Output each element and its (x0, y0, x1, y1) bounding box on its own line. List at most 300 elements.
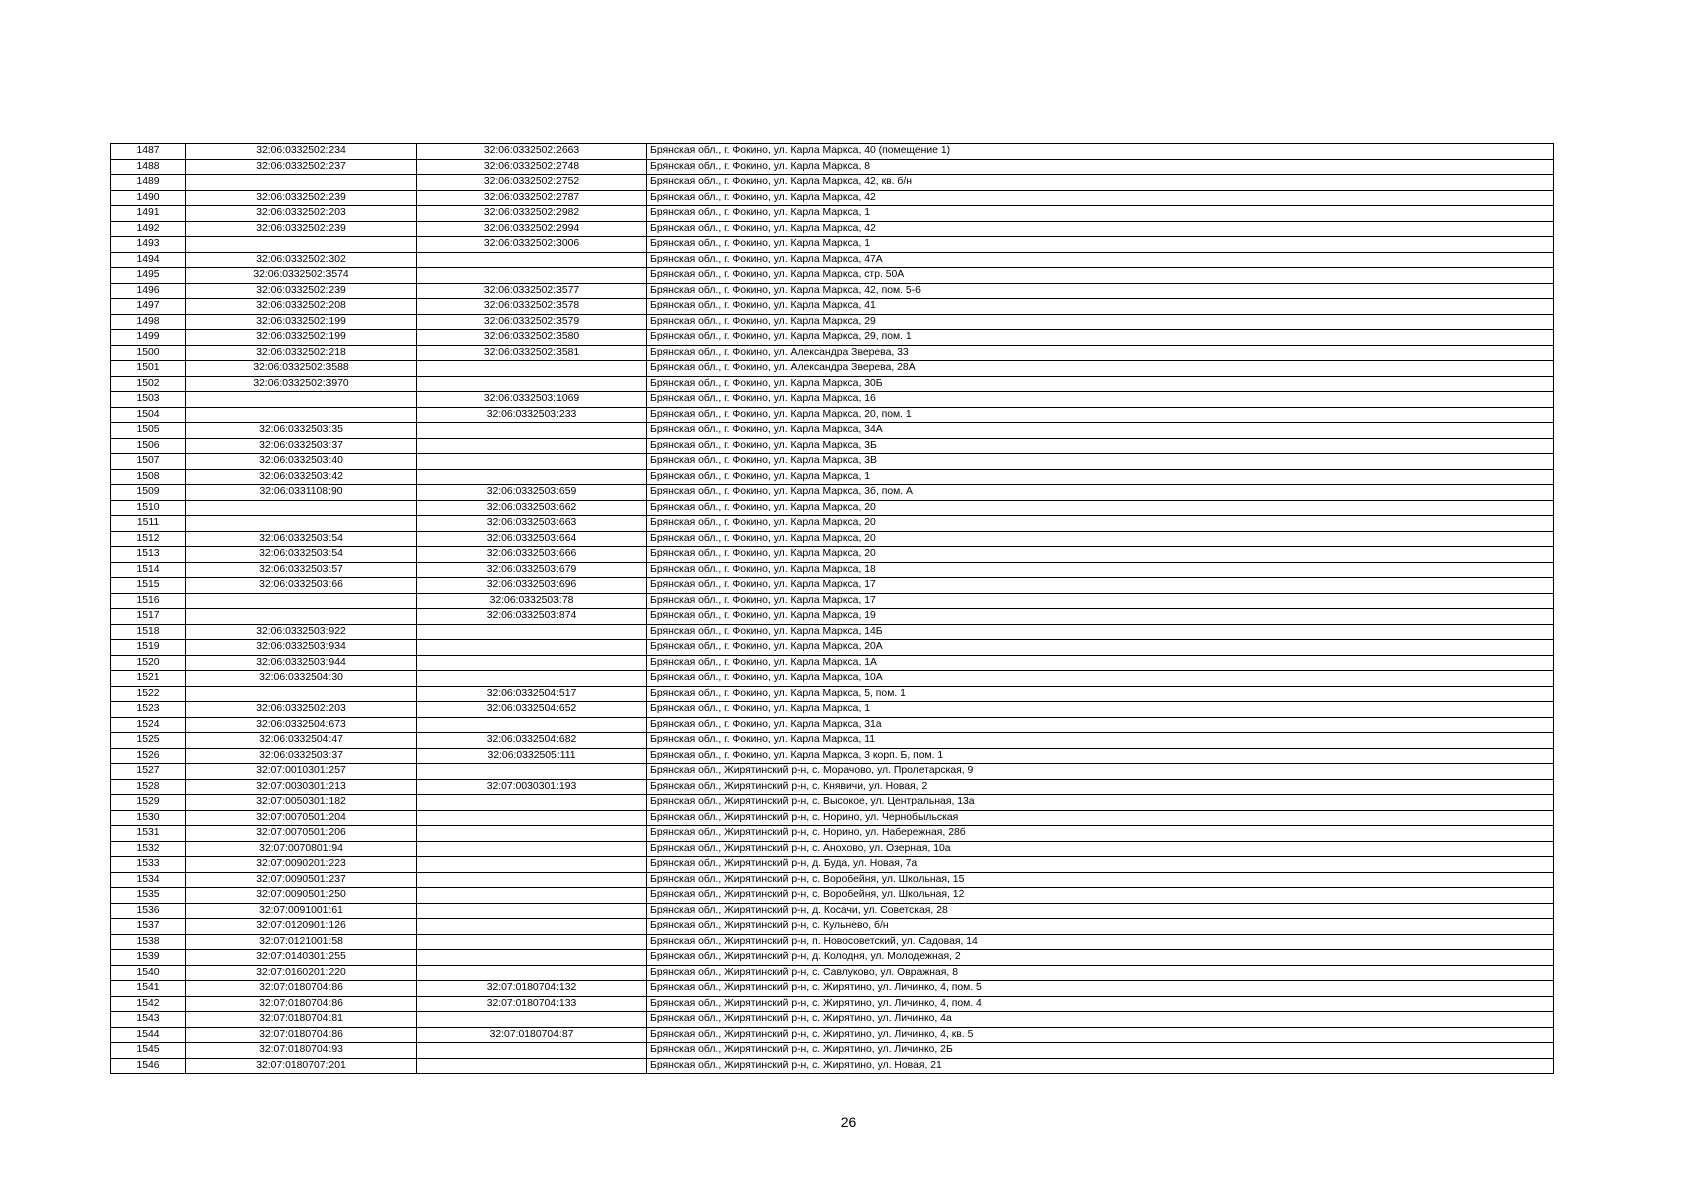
row-number-cell: 1505 (111, 423, 186, 439)
row-number-cell: 1540 (111, 965, 186, 981)
building-cadastral-number-cell: 32:07:0180704:133 (417, 996, 647, 1012)
land-cadastral-number-cell: 32:06:0332502:3970 (186, 376, 417, 392)
building-cadastral-number-cell (417, 423, 647, 439)
row-number-cell: 1496 (111, 283, 186, 299)
building-cadastral-number-cell (417, 1058, 647, 1074)
address-cell: Брянская обл., Жирятинский р-н, с. Норино, ул. Набережная, 28б (647, 826, 1554, 842)
table-row (111, 702, 1554, 718)
row-number-cell: 1530 (111, 810, 186, 826)
address-cell: Брянская обл., г. Фокино, ул. Карла Маркса, 1 (647, 206, 1554, 222)
row-number-cell: 1513 (111, 547, 186, 563)
building-cadastral-number-cell (417, 438, 647, 454)
land-cadastral-number-cell: 32:06:0332503:944 (186, 655, 417, 671)
row-number-cell: 1490 (111, 190, 186, 206)
building-cadastral-number-cell (417, 454, 647, 470)
table-body (111, 144, 1554, 1074)
table-row (111, 144, 1554, 160)
table-row (111, 578, 1554, 594)
building-cadastral-number-cell (417, 469, 647, 485)
table-row (111, 671, 1554, 687)
land-cadastral-number-cell: 32:06:0332502:199 (186, 330, 417, 346)
table-row (111, 748, 1554, 764)
address-cell: Брянская обл., г. Фокино, ул. Александра Зверева, 33 (647, 345, 1554, 361)
building-cadastral-number-cell: 32:06:0332502:3581 (417, 345, 647, 361)
table-row (111, 206, 1554, 222)
table-row (111, 407, 1554, 423)
land-cadastral-number-cell: 32:06:0332503:35 (186, 423, 417, 439)
address-cell: Брянская обл., Жирятинский р-н, с. Савлуково, ул. Овражная, 8 (647, 965, 1554, 981)
address-cell: Брянская обл., г. Фокино, ул. Карла Маркса, 47А (647, 252, 1554, 268)
table-row (111, 392, 1554, 408)
building-cadastral-number-cell: 32:06:0332503:874 (417, 609, 647, 625)
address-cell: Брянская обл., г. Фокино, ул. Карла Маркса, 34А (647, 423, 1554, 439)
table-row (111, 268, 1554, 284)
land-cadastral-number-cell: 32:07:0180707:201 (186, 1058, 417, 1074)
row-number-cell: 1543 (111, 1012, 186, 1028)
building-cadastral-number-cell: 32:06:0332502:3580 (417, 330, 647, 346)
building-cadastral-number-cell (417, 888, 647, 904)
row-number-cell: 1512 (111, 531, 186, 547)
building-cadastral-number-cell: 32:06:0332503:662 (417, 500, 647, 516)
row-number-cell: 1529 (111, 795, 186, 811)
address-cell: Брянская обл., Жирятинский р-н, с. Княвичи, ул. Новая, 2 (647, 779, 1554, 795)
address-cell: Брянская обл., г. Фокино, ул. Карла Маркса, 20 (647, 500, 1554, 516)
building-cadastral-number-cell (417, 826, 647, 842)
table-row (111, 826, 1554, 842)
table-row (111, 221, 1554, 237)
building-cadastral-number-cell: 32:06:0332502:2748 (417, 159, 647, 175)
address-cell: Брянская обл., Жирятинский р-н, с. Жирятино, ул. Личинко, 4, кв. 5 (647, 1027, 1554, 1043)
land-cadastral-number-cell: 32:07:0180704:86 (186, 1027, 417, 1043)
row-number-cell: 1489 (111, 175, 186, 191)
address-cell: Брянская обл., г. Фокино, ул. Карла Маркса, 40 (помещение 1) (647, 144, 1554, 160)
land-cadastral-number-cell: 32:06:0332502:3574 (186, 268, 417, 284)
building-cadastral-number-cell (417, 934, 647, 950)
row-number-cell: 1528 (111, 779, 186, 795)
row-number-cell: 1492 (111, 221, 186, 237)
building-cadastral-number-cell: 32:06:0332504:652 (417, 702, 647, 718)
address-cell: Брянская обл., Жирятинский р-н, с. Высокое, ул. Центральная, 13а (647, 795, 1554, 811)
land-cadastral-number-cell (186, 686, 417, 702)
table-row (111, 981, 1554, 997)
row-number-cell: 1522 (111, 686, 186, 702)
address-cell: Брянская обл., г. Фокино, ул. Карла Маркса, 17 (647, 578, 1554, 594)
table-row (111, 361, 1554, 377)
address-cell: Брянская обл., г. Фокино, ул. Карла Маркса, 29 (647, 314, 1554, 330)
table-row (111, 1058, 1554, 1074)
address-cell: Брянская обл., Жирятинский р-н, с. Норино, ул. Чернобыльская (647, 810, 1554, 826)
row-number-cell: 1546 (111, 1058, 186, 1074)
row-number-cell: 1510 (111, 500, 186, 516)
table-row (111, 733, 1554, 749)
land-cadastral-number-cell (186, 609, 417, 625)
table-row (111, 717, 1554, 733)
row-number-cell: 1541 (111, 981, 186, 997)
address-cell: Брянская обл., г. Фокино, ул. Карла Маркса, 20 (647, 547, 1554, 563)
row-number-cell: 1511 (111, 516, 186, 532)
table-row (111, 857, 1554, 873)
table-row (111, 934, 1554, 950)
table-row (111, 531, 1554, 547)
row-number-cell: 1516 (111, 593, 186, 609)
table-row (111, 810, 1554, 826)
address-cell: Брянская обл., Жирятинский р-н, с. Жирятино, ул. Личинко, 2Б (647, 1043, 1554, 1059)
address-cell: Брянская обл., г. Фокино, ул. Карла Маркса, 5, пом. 1 (647, 686, 1554, 702)
address-cell: Брянская обл., г. Фокино, ул. Карла Маркса, 1 (647, 702, 1554, 718)
address-cell: Брянская обл., г. Фокино, ул. Карла Маркса, 3 корп. Б, пом. 1 (647, 748, 1554, 764)
row-number-cell: 1495 (111, 268, 186, 284)
land-cadastral-number-cell (186, 392, 417, 408)
land-cadastral-number-cell (186, 500, 417, 516)
land-cadastral-number-cell (186, 175, 417, 191)
data-table (110, 143, 1554, 1074)
table-row (111, 903, 1554, 919)
land-cadastral-number-cell: 32:06:0332502:239 (186, 221, 417, 237)
land-cadastral-number-cell: 32:07:0120901:126 (186, 919, 417, 935)
table-row (111, 609, 1554, 625)
table-row (111, 655, 1554, 671)
land-cadastral-number-cell: 32:06:0332502:234 (186, 144, 417, 160)
row-number-cell: 1536 (111, 903, 186, 919)
land-cadastral-number-cell: 32:06:0332504:673 (186, 717, 417, 733)
building-cadastral-number-cell: 32:06:0332503:78 (417, 593, 647, 609)
address-cell: Брянская обл., г. Фокино, ул. Карла Маркса, 3В (647, 454, 1554, 470)
table-row (111, 299, 1554, 315)
address-cell: Брянская обл., г. Фокино, ул. Карла Маркса, 14Б (647, 624, 1554, 640)
land-cadastral-number-cell: 32:07:0070801:94 (186, 841, 417, 857)
land-cadastral-number-cell (186, 516, 417, 532)
row-number-cell: 1517 (111, 609, 186, 625)
row-number-cell: 1544 (111, 1027, 186, 1043)
table-row (111, 841, 1554, 857)
table-row (111, 485, 1554, 501)
land-cadastral-number-cell: 32:06:0332503:42 (186, 469, 417, 485)
land-cadastral-number-cell: 32:06:0332502:203 (186, 702, 417, 718)
building-cadastral-number-cell: 32:06:0332502:2982 (417, 206, 647, 222)
row-number-cell: 1493 (111, 237, 186, 253)
table-row (111, 996, 1554, 1012)
table-row (111, 423, 1554, 439)
land-cadastral-number-cell: 32:06:0332502:203 (186, 206, 417, 222)
table-row (111, 469, 1554, 485)
land-cadastral-number-cell: 32:07:0121001:58 (186, 934, 417, 950)
land-cadastral-number-cell: 32:06:0332504:30 (186, 671, 417, 687)
address-cell: Брянская обл., г. Фокино, ул. Карла Маркса, 20А (647, 640, 1554, 656)
address-cell: Брянская обл., г. Фокино, ул. Карла Маркса, 20 (647, 516, 1554, 532)
table-row (111, 190, 1554, 206)
land-cadastral-number-cell: 32:06:0332502:239 (186, 190, 417, 206)
address-cell: Брянская обл., г. Фокино, ул. Карла Маркса, 41 (647, 299, 1554, 315)
building-cadastral-number-cell (417, 376, 647, 392)
address-cell: Брянская обл., г. Фокино, ул. Карла Маркса, 1А (647, 655, 1554, 671)
row-number-cell: 1507 (111, 454, 186, 470)
land-cadastral-number-cell: 32:06:0332503:40 (186, 454, 417, 470)
building-cadastral-number-cell (417, 764, 647, 780)
table-row (111, 1043, 1554, 1059)
building-cadastral-number-cell (417, 857, 647, 873)
address-cell: Брянская обл., г. Фокино, ул. Карла Маркса, 19 (647, 609, 1554, 625)
row-number-cell: 1526 (111, 748, 186, 764)
address-cell: Брянская обл., г. Фокино, ул. Карла Маркса, 31а (647, 717, 1554, 733)
row-number-cell: 1524 (111, 717, 186, 733)
address-cell: Брянская обл., г. Фокино, ул. Карла Маркса, 16 (647, 392, 1554, 408)
land-cadastral-number-cell (186, 593, 417, 609)
land-cadastral-number-cell: 32:07:0030301:213 (186, 779, 417, 795)
table-row (111, 1012, 1554, 1028)
row-number-cell: 1506 (111, 438, 186, 454)
table-row (111, 500, 1554, 516)
table-row (111, 283, 1554, 299)
address-cell: Брянская обл., г. Фокино, ул. Карла Маркса, 18 (647, 562, 1554, 578)
row-number-cell: 1538 (111, 934, 186, 950)
table-row (111, 314, 1554, 330)
address-cell: Брянская обл., г. Фокино, ул. Карла Маркса, 10А (647, 671, 1554, 687)
building-cadastral-number-cell (417, 795, 647, 811)
building-cadastral-number-cell (417, 919, 647, 935)
land-cadastral-number-cell: 32:07:0090501:237 (186, 872, 417, 888)
row-number-cell: 1514 (111, 562, 186, 578)
land-cadastral-number-cell: 32:07:0140301:255 (186, 950, 417, 966)
address-cell: Брянская обл., Жирятинский р-н, д. Косачи, ул. Советская, 28 (647, 903, 1554, 919)
land-cadastral-number-cell: 32:07:0091001:61 (186, 903, 417, 919)
land-cadastral-number-cell: 32:06:0332502:199 (186, 314, 417, 330)
address-cell: Брянская обл., Жирятинский р-н, д. Буда, ул. Новая, 7а (647, 857, 1554, 873)
table-row (111, 159, 1554, 175)
building-cadastral-number-cell (417, 1012, 647, 1028)
address-cell: Брянская обл., г. Фокино, ул. Карла Маркса, 20, пом. 1 (647, 407, 1554, 423)
building-cadastral-number-cell (417, 624, 647, 640)
row-number-cell: 1509 (111, 485, 186, 501)
table-row (111, 795, 1554, 811)
row-number-cell: 1497 (111, 299, 186, 315)
land-cadastral-number-cell: 32:06:0332504:47 (186, 733, 417, 749)
land-cadastral-number-cell: 32:06:0332502:302 (186, 252, 417, 268)
land-cadastral-number-cell: 32:06:0332503:54 (186, 547, 417, 563)
land-cadastral-number-cell: 32:07:0180704:81 (186, 1012, 417, 1028)
building-cadastral-number-cell: 32:06:0332502:3578 (417, 299, 647, 315)
building-cadastral-number-cell (417, 252, 647, 268)
address-cell: Брянская обл., г. Фокино, ул. Карла Маркса, 17 (647, 593, 1554, 609)
land-cadastral-number-cell: 32:07:0070501:206 (186, 826, 417, 842)
address-cell: Брянская обл., г. Фокино, ул. Карла Маркса, 42, кв. б/н (647, 175, 1554, 191)
row-number-cell: 1520 (111, 655, 186, 671)
address-cell: Брянская обл., Жирятинский р-н, с. Кульнево, б/н (647, 919, 1554, 935)
row-number-cell: 1499 (111, 330, 186, 346)
address-cell: Брянская обл., Жирятинский р-н, с. Жирятино, ул. Личинко, 4, пом. 4 (647, 996, 1554, 1012)
row-number-cell: 1523 (111, 702, 186, 718)
address-cell: Брянская обл., г. Фокино, ул. Карла Маркса, 3Б (647, 438, 1554, 454)
address-cell: Брянская обл., г. Фокино, ул. Александра Зверева, 28А (647, 361, 1554, 377)
building-cadastral-number-cell (417, 640, 647, 656)
building-cadastral-number-cell: 32:06:0332502:2752 (417, 175, 647, 191)
table-row (111, 547, 1554, 563)
row-number-cell: 1521 (111, 671, 186, 687)
address-cell: Брянская обл., г. Фокино, ул. Карла Маркса, 42, пом. 5-6 (647, 283, 1554, 299)
page-number: 26 (840, 1114, 857, 1130)
row-number-cell: 1491 (111, 206, 186, 222)
row-number-cell: 1527 (111, 764, 186, 780)
row-number-cell: 1498 (111, 314, 186, 330)
address-cell: Брянская обл., Жирятинский р-н, с. Анохово, ул. Озерная, 10а (647, 841, 1554, 857)
land-cadastral-number-cell: 32:06:0332503:54 (186, 531, 417, 547)
building-cadastral-number-cell (417, 841, 647, 857)
address-cell: Брянская обл., г. Фокино, ул. Карла Маркса, 1 (647, 237, 1554, 253)
address-cell: Брянская обл., Жирятинский р-н, с. Воробейня, ул. Школьная, 15 (647, 872, 1554, 888)
table-row (111, 764, 1554, 780)
land-cadastral-number-cell: 32:06:0332502:239 (186, 283, 417, 299)
address-cell: Брянская обл., Жирятинский р-н, с. Жирятино, ул. Новая, 21 (647, 1058, 1554, 1074)
building-cadastral-number-cell (417, 361, 647, 377)
building-cadastral-number-cell: 32:06:0332502:2663 (417, 144, 647, 160)
row-number-cell: 1488 (111, 159, 186, 175)
address-cell: Брянская обл., Жирятинский р-н, с. Морачово, ул. Пролетарская, 9 (647, 764, 1554, 780)
table-row (111, 516, 1554, 532)
land-cadastral-number-cell: 32:06:0332502:208 (186, 299, 417, 315)
building-cadastral-number-cell: 32:06:0332502:2994 (417, 221, 647, 237)
land-cadastral-number-cell: 32:06:0332503:37 (186, 438, 417, 454)
row-number-cell: 1533 (111, 857, 186, 873)
table-row (111, 438, 1554, 454)
address-cell: Брянская обл., Жирятинский р-н, с. Жирятино, ул. Личинко, 4, пом. 5 (647, 981, 1554, 997)
building-cadastral-number-cell (417, 810, 647, 826)
table-row (111, 965, 1554, 981)
building-cadastral-number-cell: 32:06:0332503:233 (417, 407, 647, 423)
row-number-cell: 1500 (111, 345, 186, 361)
table-row (111, 779, 1554, 795)
row-number-cell: 1519 (111, 640, 186, 656)
building-cadastral-number-cell: 32:06:0332502:3579 (417, 314, 647, 330)
land-cadastral-number-cell: 32:06:0331108:90 (186, 485, 417, 501)
table-row (111, 624, 1554, 640)
address-cell: Брянская обл., г. Фокино, ул. Карла Маркса, 30Б (647, 376, 1554, 392)
building-cadastral-number-cell: 32:06:0332503:663 (417, 516, 647, 532)
address-cell: Брянская обл., Жирятинский р-н, п. Новосоветский, ул. Садовая, 14 (647, 934, 1554, 950)
row-number-cell: 1508 (111, 469, 186, 485)
land-cadastral-number-cell (186, 237, 417, 253)
address-cell: Брянская обл., г. Фокино, ул. Карла Маркса, 3б, пом. А (647, 485, 1554, 501)
land-cadastral-number-cell: 32:07:0090201:223 (186, 857, 417, 873)
land-cadastral-number-cell: 32:06:0332503:37 (186, 748, 417, 764)
building-cadastral-number-cell: 32:06:0332504:682 (417, 733, 647, 749)
building-cadastral-number-cell: 32:06:0332504:517 (417, 686, 647, 702)
address-cell: Брянская обл., г. Фокино, ул. Карла Маркса, 42 (647, 221, 1554, 237)
building-cadastral-number-cell (417, 1043, 647, 1059)
building-cadastral-number-cell: 32:07:0180704:87 (417, 1027, 647, 1043)
table-row (111, 237, 1554, 253)
land-cadastral-number-cell: 32:06:0332503:66 (186, 578, 417, 594)
address-cell: Брянская обл., г. Фокино, ул. Карла Маркса, 29, пом. 1 (647, 330, 1554, 346)
row-number-cell: 1518 (111, 624, 186, 640)
row-number-cell: 1515 (111, 578, 186, 594)
row-number-cell: 1504 (111, 407, 186, 423)
building-cadastral-number-cell: 32:06:0332502:2787 (417, 190, 647, 206)
land-cadastral-number-cell: 32:06:0332502:218 (186, 345, 417, 361)
row-number-cell: 1542 (111, 996, 186, 1012)
building-cadastral-number-cell: 32:06:0332503:664 (417, 531, 647, 547)
land-cadastral-number-cell: 32:07:0180704:86 (186, 996, 417, 1012)
building-cadastral-number-cell: 32:07:0180704:132 (417, 981, 647, 997)
address-cell: Брянская обл., г. Фокино, ул. Карла Маркса, 42 (647, 190, 1554, 206)
address-cell: Брянская обл., Жирятинский р-н, с. Воробейня, ул. Школьная, 12 (647, 888, 1554, 904)
row-number-cell: 1503 (111, 392, 186, 408)
table-row (111, 454, 1554, 470)
land-cadastral-number-cell: 32:06:0332502:3588 (186, 361, 417, 377)
land-cadastral-number-cell: 32:07:0070501:204 (186, 810, 417, 826)
land-cadastral-number-cell: 32:07:0010301:257 (186, 764, 417, 780)
land-cadastral-number-cell: 32:06:0332503:934 (186, 640, 417, 656)
building-cadastral-number-cell (417, 903, 647, 919)
table-row (111, 345, 1554, 361)
row-number-cell: 1545 (111, 1043, 186, 1059)
table-row (111, 376, 1554, 392)
address-cell: Брянская обл., г. Фокино, ул. Карла Маркса, 1 (647, 469, 1554, 485)
row-number-cell: 1537 (111, 919, 186, 935)
land-cadastral-number-cell: 32:07:0050301:182 (186, 795, 417, 811)
building-cadastral-number-cell (417, 717, 647, 733)
table-row (111, 919, 1554, 935)
row-number-cell: 1487 (111, 144, 186, 160)
building-cadastral-number-cell (417, 965, 647, 981)
row-number-cell: 1535 (111, 888, 186, 904)
land-cadastral-number-cell: 32:07:0180704:86 (186, 981, 417, 997)
table-row (111, 888, 1554, 904)
table-row (111, 562, 1554, 578)
address-cell: Брянская обл., Жирятинский р-н, д. Колодня, ул. Молодежная, 2 (647, 950, 1554, 966)
table-row (111, 175, 1554, 191)
table-row (111, 1027, 1554, 1043)
table-row (111, 330, 1554, 346)
land-cadastral-number-cell: 32:06:0332503:57 (186, 562, 417, 578)
building-cadastral-number-cell: 32:06:0332503:696 (417, 578, 647, 594)
building-cadastral-number-cell (417, 872, 647, 888)
table-row (111, 872, 1554, 888)
land-cadastral-number-cell: 32:07:0090501:250 (186, 888, 417, 904)
row-number-cell: 1494 (111, 252, 186, 268)
row-number-cell: 1539 (111, 950, 186, 966)
address-cell: Брянская обл., г. Фокино, ул. Карла Маркса, 11 (647, 733, 1554, 749)
building-cadastral-number-cell (417, 268, 647, 284)
building-cadastral-number-cell: 32:06:0332505:111 (417, 748, 647, 764)
row-number-cell: 1502 (111, 376, 186, 392)
table-row (111, 593, 1554, 609)
building-cadastral-number-cell: 32:06:0332503:666 (417, 547, 647, 563)
row-number-cell: 1501 (111, 361, 186, 377)
row-number-cell: 1531 (111, 826, 186, 842)
building-cadastral-number-cell: 32:06:0332502:3006 (417, 237, 647, 253)
row-number-cell: 1525 (111, 733, 186, 749)
building-cadastral-number-cell (417, 671, 647, 687)
address-cell: Брянская обл., г. Фокино, ул. Карла Маркса, стр. 50А (647, 268, 1554, 284)
address-cell: Брянская обл., г. Фокино, ул. Карла Маркса, 20 (647, 531, 1554, 547)
building-cadastral-number-cell: 32:06:0332502:3577 (417, 283, 647, 299)
land-cadastral-number-cell (186, 407, 417, 423)
table-row (111, 640, 1554, 656)
building-cadastral-number-cell (417, 950, 647, 966)
land-cadastral-number-cell: 32:06:0332502:237 (186, 159, 417, 175)
land-cadastral-number-cell: 32:06:0332503:922 (186, 624, 417, 640)
address-cell: Брянская обл., г. Фокино, ул. Карла Маркса, 8 (647, 159, 1554, 175)
land-cadastral-number-cell: 32:07:0180704:93 (186, 1043, 417, 1059)
table-row (111, 252, 1554, 268)
building-cadastral-number-cell: 32:07:0030301:193 (417, 779, 647, 795)
building-cadastral-number-cell: 32:06:0332503:1069 (417, 392, 647, 408)
building-cadastral-number-cell: 32:06:0332503:659 (417, 485, 647, 501)
building-cadastral-number-cell: 32:06:0332503:679 (417, 562, 647, 578)
table-row (111, 686, 1554, 702)
address-cell: Брянская обл., Жирятинский р-н, с. Жирятино, ул. Личинко, 4а (647, 1012, 1554, 1028)
land-cadastral-number-cell: 32:07:0160201:220 (186, 965, 417, 981)
row-number-cell: 1534 (111, 872, 186, 888)
